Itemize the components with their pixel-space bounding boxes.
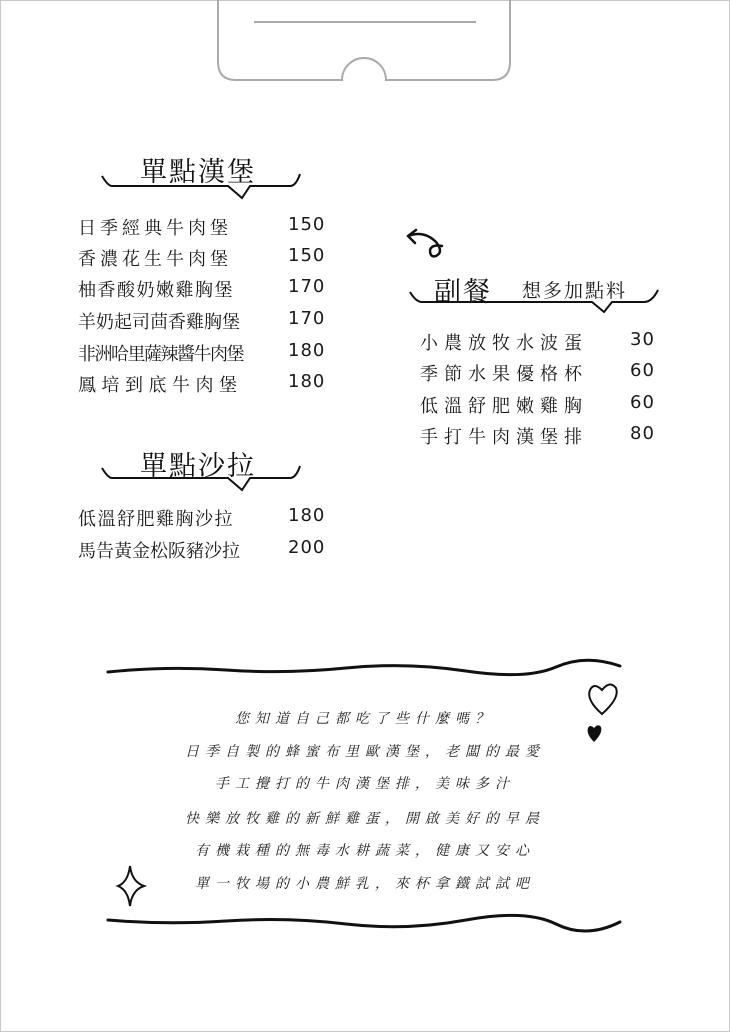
item-price: 180: [288, 371, 326, 392]
note-top-border: [106, 660, 626, 680]
item-price: 200: [288, 537, 326, 558]
item-price: 170: [288, 308, 326, 329]
menu-item: [78, 505, 326, 531]
item-name: 柚香酸奶嫩雞胸堡: [78, 280, 234, 301]
menu-item: [420, 423, 655, 449]
item-name: 日季經典牛肉堡: [78, 218, 232, 239]
item-price: 60: [630, 360, 655, 381]
item-price: 150: [288, 214, 326, 235]
item-name: 鳳培到底牛肉堡: [78, 375, 243, 396]
phone-outline-icon: [0, 0, 730, 90]
speech-underline: [100, 464, 320, 494]
item-name: 低溫舒肥雞胸沙拉: [78, 509, 234, 530]
note-line: 快樂放牧雞的新鮮雞蛋，開啟美好的早晨: [185, 811, 545, 827]
note-line: 您知道自己都吃了些什麼嗎？: [235, 711, 495, 727]
item-price: 180: [288, 505, 326, 526]
item-name: 非洲哈里薩辣醬牛肉堡: [78, 344, 243, 365]
speech-underline: [408, 288, 668, 318]
menu-item: [78, 245, 326, 271]
item-price: 150: [288, 245, 326, 266]
item-name: 香濃花生牛肉堡: [78, 249, 232, 270]
curly-arrow-icon: [402, 226, 452, 266]
menu-item: [420, 329, 655, 355]
item-name: 羊奶起司茴香雞胸堡: [78, 312, 240, 333]
menu-item: [78, 371, 326, 397]
sides-subtitle: 想多加點料: [522, 280, 628, 302]
menu-item: [78, 537, 326, 563]
sides-title: 副餐: [434, 277, 492, 308]
item-name: 手打牛肉漢堡排: [420, 427, 588, 448]
note-line: 手工攪打的牛肉漢堡排，美味多汁: [215, 776, 515, 792]
item-name: 馬告黃金松阪豬沙拉: [78, 541, 240, 562]
note-line: 有機栽種的無毒水耕蔬菜，健康又安心: [195, 843, 535, 859]
item-name: 小農放牧水波蛋: [420, 333, 588, 354]
item-price: 80: [630, 423, 655, 444]
item-price: 60: [630, 392, 655, 413]
menu-item: [78, 308, 326, 334]
item-name: 低溫舒肥嫩雞胸: [420, 396, 588, 417]
salads-title: 單點沙拉: [140, 451, 256, 482]
menu-item: [78, 340, 326, 366]
note-line: 單一牧場的小農鮮乳，來杯拿鐵試試吧: [195, 876, 535, 892]
note-line: 日季自製的蜂蜜布里歐漢堡，老闆的最愛: [185, 744, 545, 760]
speech-underline: [100, 172, 320, 202]
item-price: 170: [288, 276, 326, 297]
menu-item: [420, 360, 655, 386]
item-price: 180: [288, 340, 326, 361]
item-price: 30: [630, 329, 655, 350]
note-bottom-border: [106, 912, 626, 932]
menu-item: [420, 392, 655, 418]
menu-item: [78, 214, 326, 240]
item-name: 季節水果優格杯: [420, 364, 588, 385]
burgers-title: 單點漢堡: [140, 157, 256, 188]
menu-item: [78, 276, 326, 302]
